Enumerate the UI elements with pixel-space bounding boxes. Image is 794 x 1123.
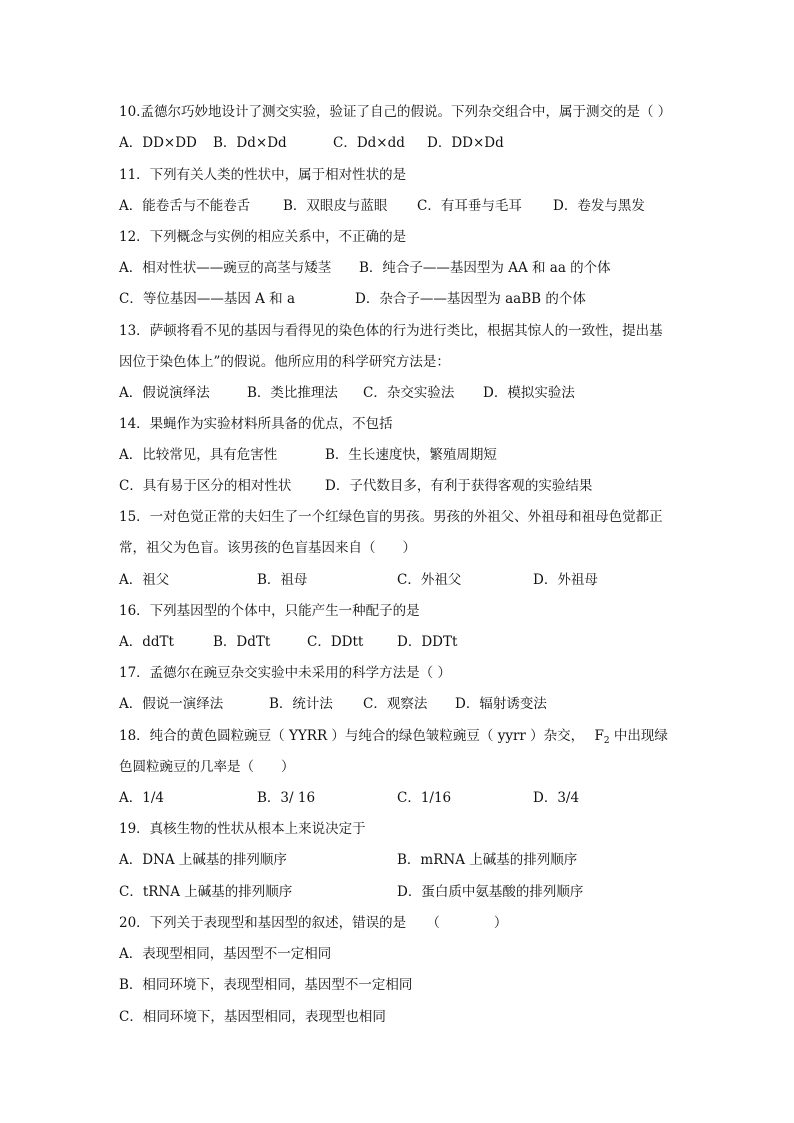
question-12-options-row1: [119, 257, 679, 279]
option-b[interactable]: B．双眼皮与蓝眼: [283, 198, 388, 214]
option-d[interactable]: D．蛋白质中氨基酸的排列顺序: [397, 884, 584, 900]
option-a[interactable]: A．DNA 上碱基的排列顺序: [119, 852, 287, 868]
option-c[interactable]: C．有耳垂与毛耳: [417, 198, 522, 214]
f2-base: F: [594, 728, 604, 744]
option-c[interactable]: C．具有易于区分的相对性状: [119, 478, 292, 494]
question-14-options-row1: [119, 444, 679, 466]
option-d[interactable]: D．辐射诱变法: [455, 696, 547, 712]
question-16-options: [119, 631, 679, 653]
option-a[interactable]: A．1/4: [119, 790, 164, 806]
question-20-stem: 20．下列关于表现型和基因型的叙述，错误的是 （ ）: [119, 915, 508, 931]
option-d[interactable]: D．外祖母: [533, 572, 598, 588]
option-c[interactable]: C．Dd×dd: [333, 135, 405, 151]
option-d[interactable]: D．卷发与黑发: [553, 198, 645, 214]
option-a[interactable]: A．DD×DD: [119, 135, 197, 151]
option-d[interactable]: D．杂合子——基因型为 aaBB 的个体: [355, 291, 586, 307]
option-a[interactable]: A．表现型相同，基因型不一定相同: [119, 946, 332, 962]
option-a[interactable]: A．相对性状——豌豆的高茎与矮茎: [119, 260, 332, 276]
question-15-stem-line1: 15．一对色觉正常的夫妇生了一个红绿色盲的男孩。男孩的外祖父、外祖母和祖母色觉都正: [119, 509, 663, 525]
question-15-stem-line2: 常，祖父为色盲。该男孩的色盲基因来自（ ）: [119, 540, 416, 556]
question-17-stem: 17．孟德尔在豌豆杂交实验中未采用的科学方法是（ ）: [119, 665, 451, 681]
f2-subscript: 2: [603, 736, 610, 746]
option-d[interactable]: D．子代数目多，有利于获得客观的实验结果: [325, 478, 593, 494]
question-15-options: [119, 569, 679, 591]
question-19-options-row2: [119, 881, 679, 903]
option-b[interactable]: B．相同环境下，表现型相同，基因型不一定相同: [119, 977, 413, 993]
option-b[interactable]: B．统计法: [269, 696, 333, 712]
option-a[interactable]: A．假说一演绎法: [119, 696, 224, 712]
option-b[interactable]: B．3/ 16: [257, 790, 316, 806]
question-12-options-row2: [119, 288, 679, 310]
question-18-stem-tail: 中出现绿: [613, 728, 668, 744]
option-d[interactable]: D．DDTt: [397, 634, 458, 650]
question-11-options: [119, 195, 679, 217]
option-b[interactable]: B．祖母: [257, 572, 308, 588]
question-14-stem: 14．果蝇作为实验材料所具备的优点，不包括: [119, 416, 393, 432]
option-c[interactable]: C．tRNA 上碱基的排列顺序: [119, 884, 293, 900]
question-17-options: [119, 693, 679, 715]
option-c[interactable]: C．外祖父: [397, 572, 462, 588]
option-b[interactable]: B．纯合子——基因型为 AA 和 aa 的个体: [359, 260, 611, 276]
question-18-stem-line2: 色圆粒豌豆的几率是（ ）: [119, 759, 295, 775]
option-b[interactable]: B．类比推理法: [247, 385, 338, 401]
question-14-options-row2: [119, 475, 679, 497]
question-13-options: [119, 382, 679, 404]
question-12-stem: 12．下列概念与实例的相应关系中，不正确的是: [119, 229, 407, 245]
option-c[interactable]: C．观察法: [363, 696, 428, 712]
question-11-stem: 11．下列有关人类的性状中，属于相对性状的是: [119, 167, 407, 183]
option-b[interactable]: B．生长速度快，繁殖周期短: [325, 447, 497, 463]
question-19-options-row1: [119, 849, 679, 871]
option-c[interactable]: C．相同环境下，基因型相同，表现型也相同: [119, 1009, 386, 1025]
option-c[interactable]: C．等位基因——基因 A 和 a: [119, 291, 296, 307]
option-d[interactable]: D．DD×Dd: [427, 135, 504, 151]
option-a[interactable]: A．ddTt: [119, 634, 174, 650]
option-b[interactable]: B．mRNA 上碱基的排列顺序: [397, 852, 578, 868]
question-13-stem-line2: 因位于染色体上”的假说。他所应用的科学研究方法是：: [119, 354, 450, 370]
question-19-stem: 19．真核生物的性状从根本上来说决定于: [119, 821, 366, 837]
question-10-options: [119, 132, 679, 154]
option-b[interactable]: B．DdTt: [213, 634, 271, 650]
question-18-stem-line1: [119, 725, 668, 747]
option-c[interactable]: C．杂交实验法: [363, 385, 455, 401]
question-16-stem: 16．下列基因型的个体中，只能产生一种配子的是: [119, 603, 420, 619]
option-d[interactable]: D．3/4: [533, 790, 580, 806]
option-a[interactable]: A．比较常见，具有危害性: [119, 447, 278, 463]
question-10-stem: 10.孟德尔巧妙地设计了测交实验，验证了自己的假说。下列杂交组合中，属于测交的是（ ）: [119, 104, 672, 120]
option-a[interactable]: A．能卷舌与不能卷舌: [119, 198, 251, 214]
option-c[interactable]: C．DDtt: [307, 634, 364, 650]
option-c[interactable]: C．1/16: [397, 790, 452, 806]
option-b[interactable]: B．Dd×Dd: [213, 135, 287, 151]
question-18-options: [119, 787, 679, 809]
question-13-stem-line1: 13．萨顿将看不见的基因与看得见的染色体的行为进行类比，根据其惊人的一致性，提出基: [119, 323, 663, 339]
option-a[interactable]: A．假说演绎法: [119, 385, 210, 401]
f2-generation: [594, 728, 609, 744]
option-d[interactable]: D．模拟实验法: [483, 385, 575, 401]
option-a[interactable]: A．祖父: [119, 572, 170, 588]
question-18-stem-text: 18．纯合的黄色圆粒豌豆（ YYRR ）与纯合的绿色皱粒豌豆（ yyrr ）杂交，: [119, 728, 585, 744]
